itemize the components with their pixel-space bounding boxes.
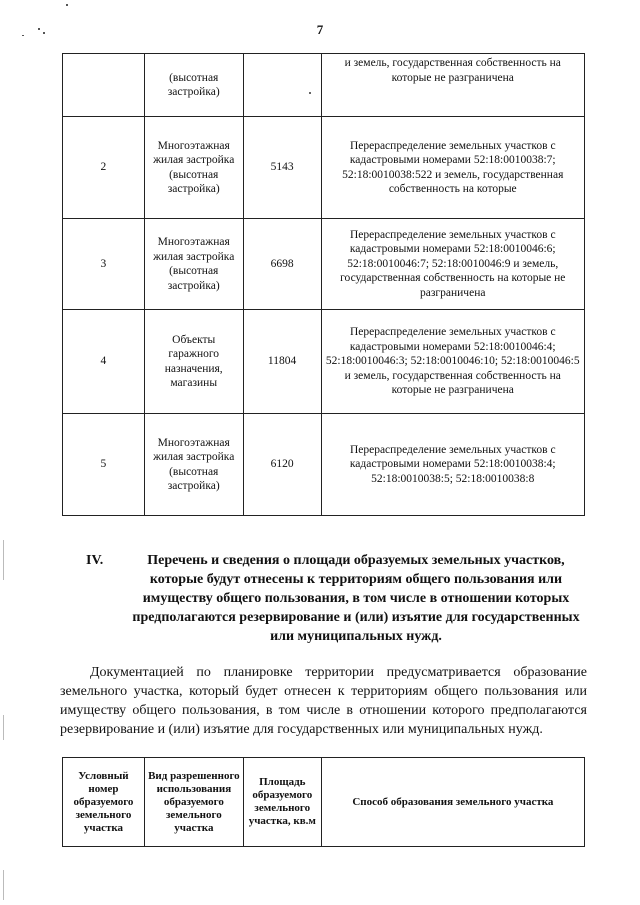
area-cell	[243, 54, 321, 117]
scan-speck	[66, 4, 68, 6]
plot-number-cell: 2	[63, 117, 145, 219]
permitted-use-cell: (высотная застройка)	[144, 54, 243, 117]
scan-speck	[38, 28, 40, 30]
land-plots-table	[62, 53, 585, 516]
permitted-use-cell: Объекты гаражного назначения, магазины	[144, 310, 243, 414]
permitted-use-cell: Многоэтажная жилая застройка (высотная застройка)	[144, 219, 243, 310]
formation-method-cell: Перераспределение земельных участков с кадастровыми номерами 52:18:0010046:6; 52:18:0010046:7; 52:18:0010046:9 и земель, государственная собственность на которые не разграничена	[321, 219, 584, 310]
column-header-area: Площадь образуемого земельного участка, кв.м	[243, 758, 321, 847]
scan-speck	[22, 35, 24, 36]
table-row	[63, 310, 585, 414]
table-header-row	[63, 758, 585, 847]
permitted-use-cell: Многоэтажная жилая застройка (высотная застройка)	[144, 414, 243, 516]
permitted-use-cell: Многоэтажная жилая застройка (высотная застройка)	[144, 117, 243, 219]
scan-speck	[43, 32, 45, 34]
scan-edge-mark	[3, 715, 4, 740]
area-cell: 5143	[243, 117, 321, 219]
area-cell: 6698	[243, 219, 321, 310]
column-header-plot-number: Условный номер образуемого земельного участка	[63, 758, 145, 847]
plot-number-cell: 5	[63, 414, 145, 516]
plot-number-cell: 3	[63, 219, 145, 310]
plot-number-cell	[63, 54, 145, 117]
column-header-formation-method: Способ образования земельного участка	[321, 758, 584, 847]
formation-method-cell: Перераспределение земельных участков с кадастровыми номерами 52:18:0010038:7; 52:18:0010038:522 и земель, государственная собственность на которые	[321, 117, 584, 219]
area-cell: 6120	[243, 414, 321, 516]
section-title: Перечень и сведения о площади образуемых земельных участков, которые будут отнесены к территориям общего пользования или имуществу общего пользования, в том числе в отношении которых предполагаются резервирование и (или) изъятие для государственных или муниципальных нужд.	[132, 553, 580, 644]
table-row	[63, 219, 585, 310]
area-cell: 11804	[243, 310, 321, 414]
formation-method-cell: и земель, государственная собственность на которые не разграничена	[321, 54, 584, 117]
formation-method-cell: Перераспределение земельных участков с кадастровыми номерами 52:18:0010046:4; 52:18:0010046:3; 52:18:0010046:10; 52:18:0010046:5 и земель, государственная собственность на которые не разграничена	[321, 310, 584, 414]
table-row	[63, 117, 585, 219]
page-number: 7	[316, 22, 324, 37]
table-row	[63, 414, 585, 516]
scan-speck	[309, 92, 311, 94]
scan-edge-mark	[3, 870, 4, 900]
section-number: IV.	[86, 553, 104, 568]
scan-edge-mark	[3, 540, 4, 580]
column-header-permitted-use: Вид разрешенного использования образуемого земельного участка	[144, 758, 243, 847]
table-row	[63, 54, 585, 117]
formation-method-cell: Перераспределение земельных участков с кадастровыми номерами 52:18:0010038:4; 52:18:0010038:5; 52:18:0010038:8	[321, 414, 584, 516]
body-paragraph: Документацией по планировке территории предусматривается образование земельного участка, который будет отнесен к территориям общего пользования или имуществу общего пользования, в том числе в отношении которого предполагаются резервирование и (или) изъятие для государственных или муниципальных нужд.	[60, 665, 587, 737]
public-plots-table	[62, 757, 585, 847]
plot-number-cell: 4	[63, 310, 145, 414]
section-heading	[86, 551, 586, 646]
